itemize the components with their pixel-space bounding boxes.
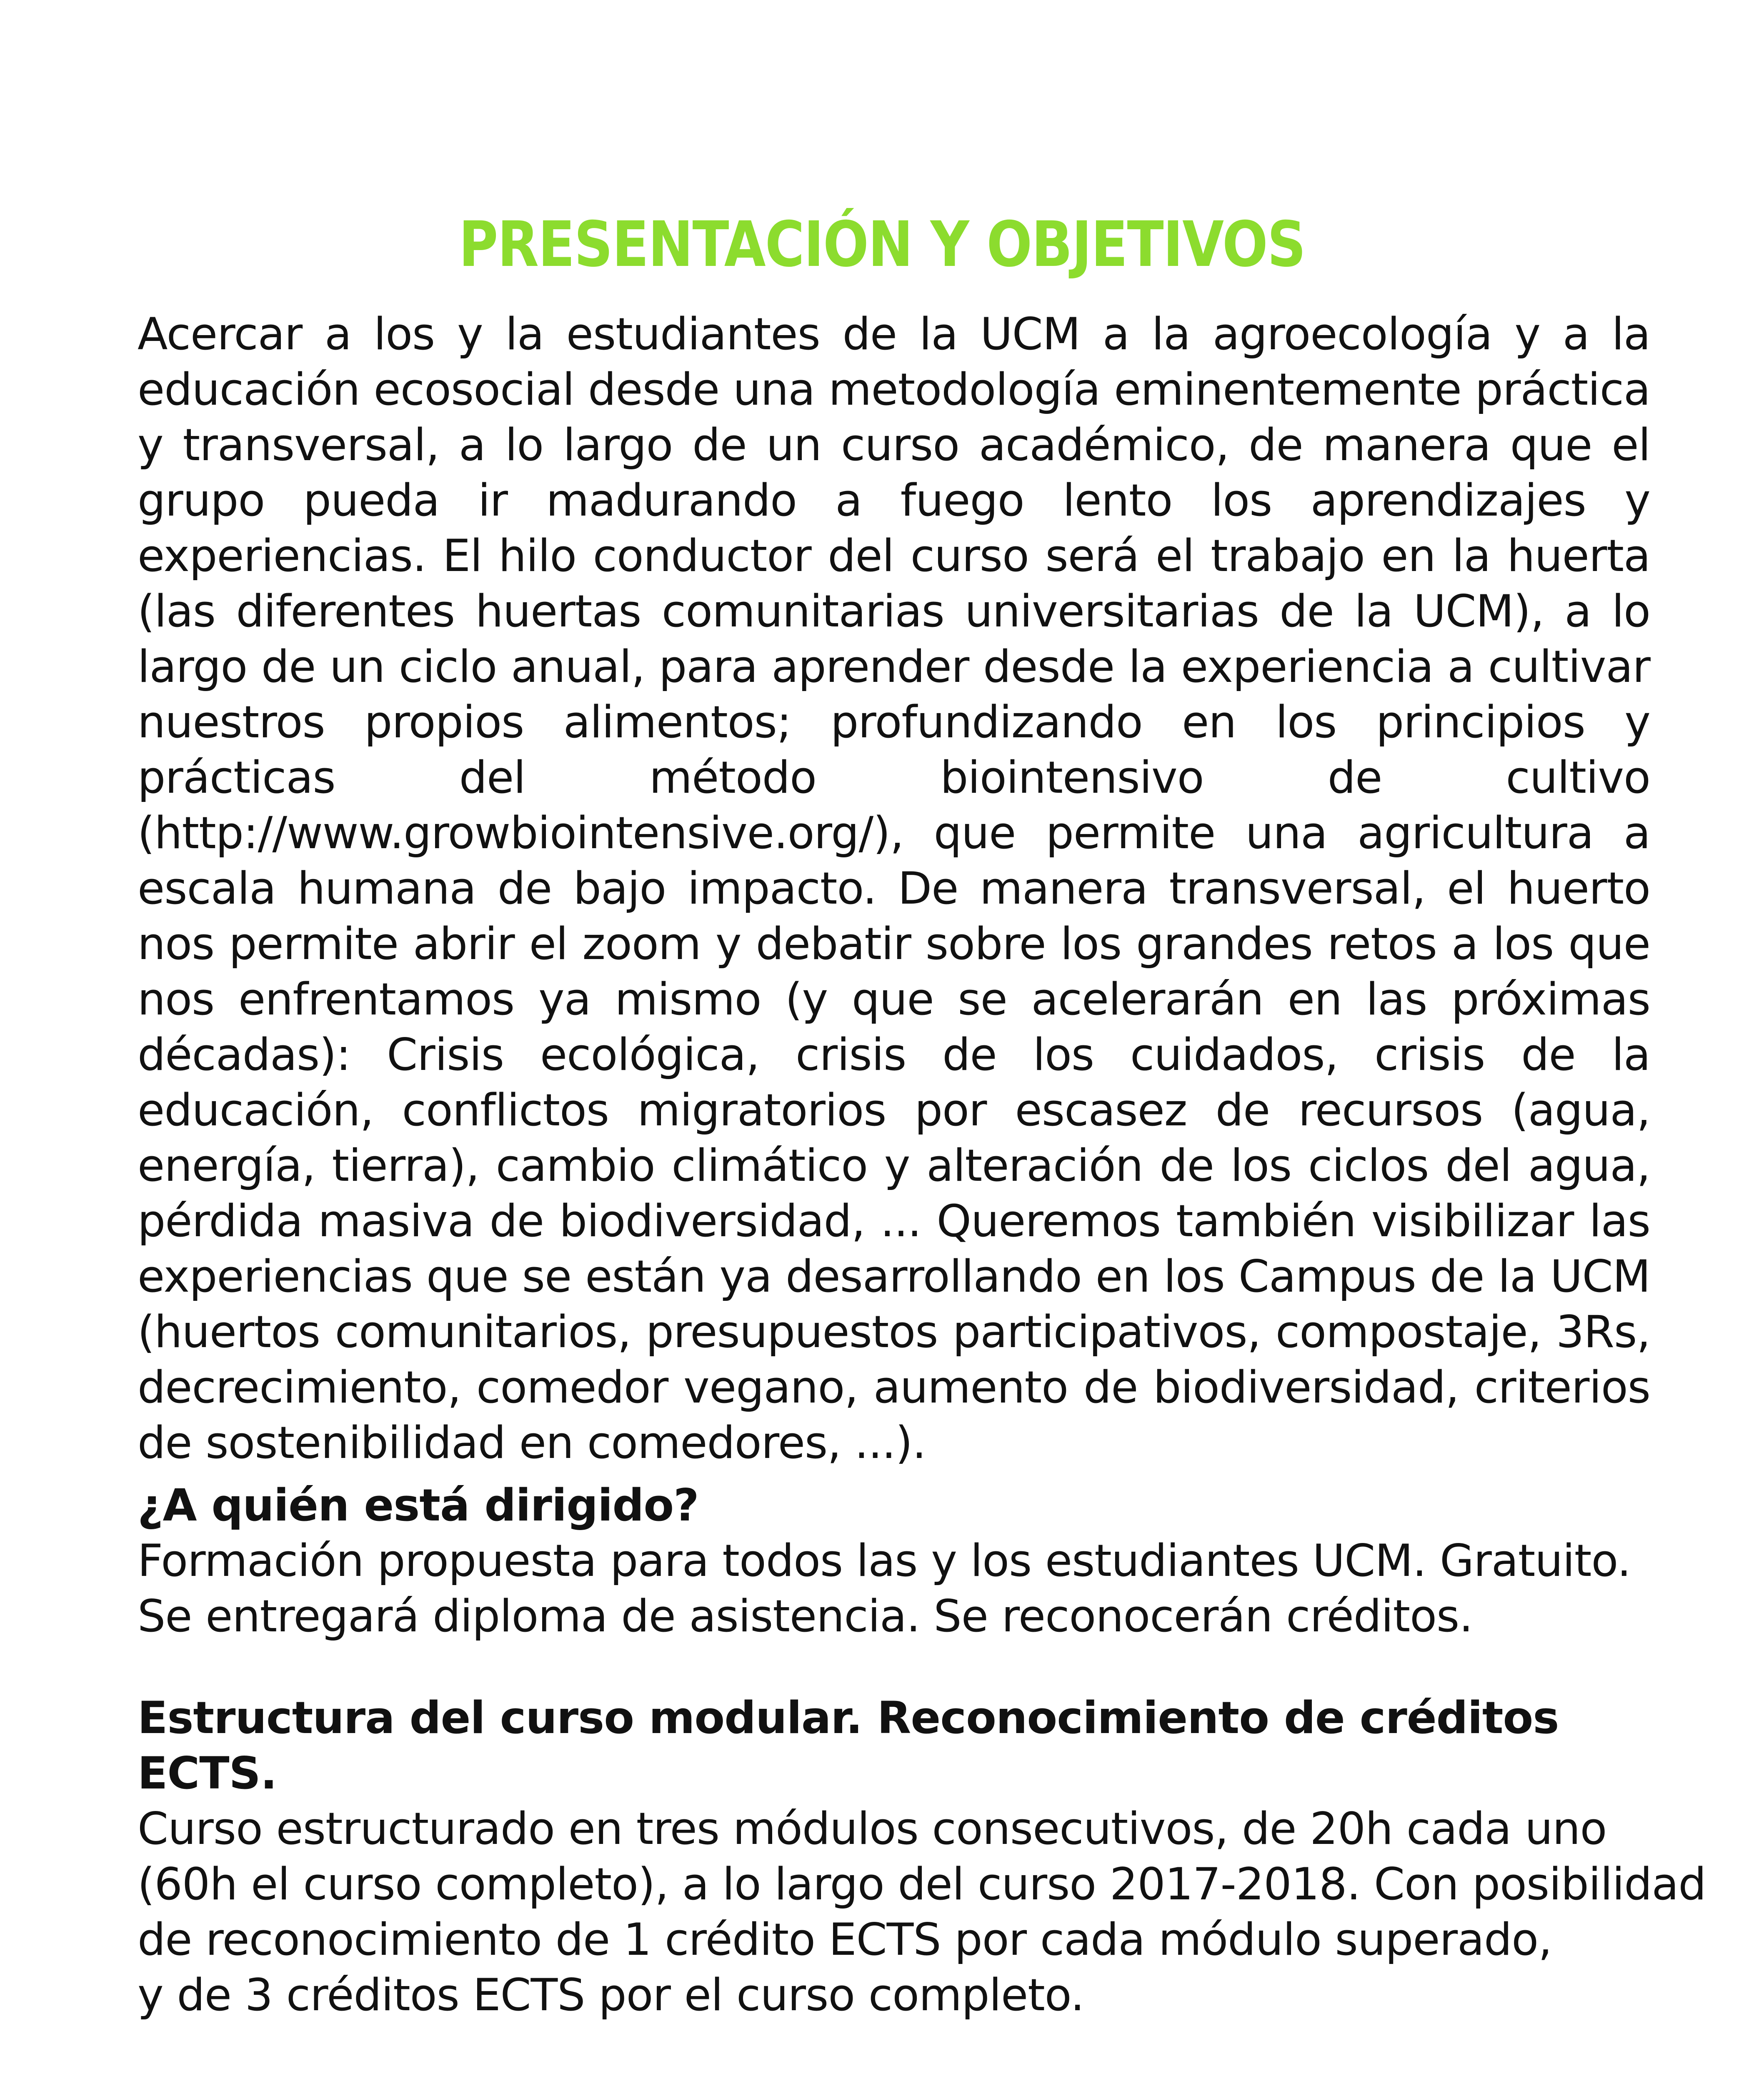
audience-section	[138, 1478, 1679, 1644]
structure-section	[138, 1690, 1706, 2023]
structure-line: (60h el curso completo), a lo largo del curso 2017-2018. Con posibilidad	[138, 1859, 1706, 1910]
structure-heading: Estructura del curso modular. Reconocimiento de créditos ECTS.	[138, 1692, 1559, 1799]
structure-line: y de 3 créditos ECTS por el curso completo.	[138, 1969, 1084, 2021]
structure-line: Curso estructurado en tres módulos consecutivos, de 20h cada uno	[138, 1803, 1607, 1854]
page-title: PRESENTACIÓN Y OBJETIVOS	[458, 208, 1306, 281]
audience-heading: ¿A quién está dirigido?	[138, 1480, 699, 1531]
audience-line: Se entregará diploma de asistencia. Se reconocerán créditos.	[138, 1591, 1473, 1642]
intro-paragraph: Acercar a los y la estudiantes de la UCM a la agroecología y a la educación ecosocial desde una metodología eminentemente práctica y transversal, a lo largo de un curso académico, de manera que el grupo pueda ir madurando a fuego lento los aprendizajes y experiencias. El hilo conductor del curso será el trabajo en la huerta (las diferentes huertas comunitarias universitarias de la UCM), a lo largo de un ciclo anual, para aprender desde la experiencia a cultivar nuestros propios alimentos; profundizando en los principios y prácticas del método biointensivo de cultivo (http://www.growbiointensive.org/), que permite una agricultura a escala humana de bajo impacto. De manera transversal, el huerto nos permite abrir el zoom y debatir sobre los grandes retos a los que nos enfrentamos ya mismo (y que se acelerarán en las próximas décadas): Crisis ecológica, crisis de los cuidados, crisis de la educación, conflictos migratorios por escasez de recursos (agua, energía, tierra), cambio climático y alteración de los ciclos del agua, pérdida masiva de biodiversidad, ... Queremos también visibilizar las experiencias que se están ya desarrollando en los Campus de la UCM (huertos comunitarios, presupuestos participativos, compostaje, 3Rs, decrecimiento, comedor vegano, aumento de biodiversidad, criterios de sostenibilidad en comedores, ...).	[138, 308, 1650, 1468]
audience-line: Formación propuesta para todos las y los estudiantes UCM. Gratuito.	[138, 1535, 1631, 1586]
structure-line: de reconocimiento de 1 crédito ECTS por cada módulo superado,	[138, 1914, 1552, 1965]
